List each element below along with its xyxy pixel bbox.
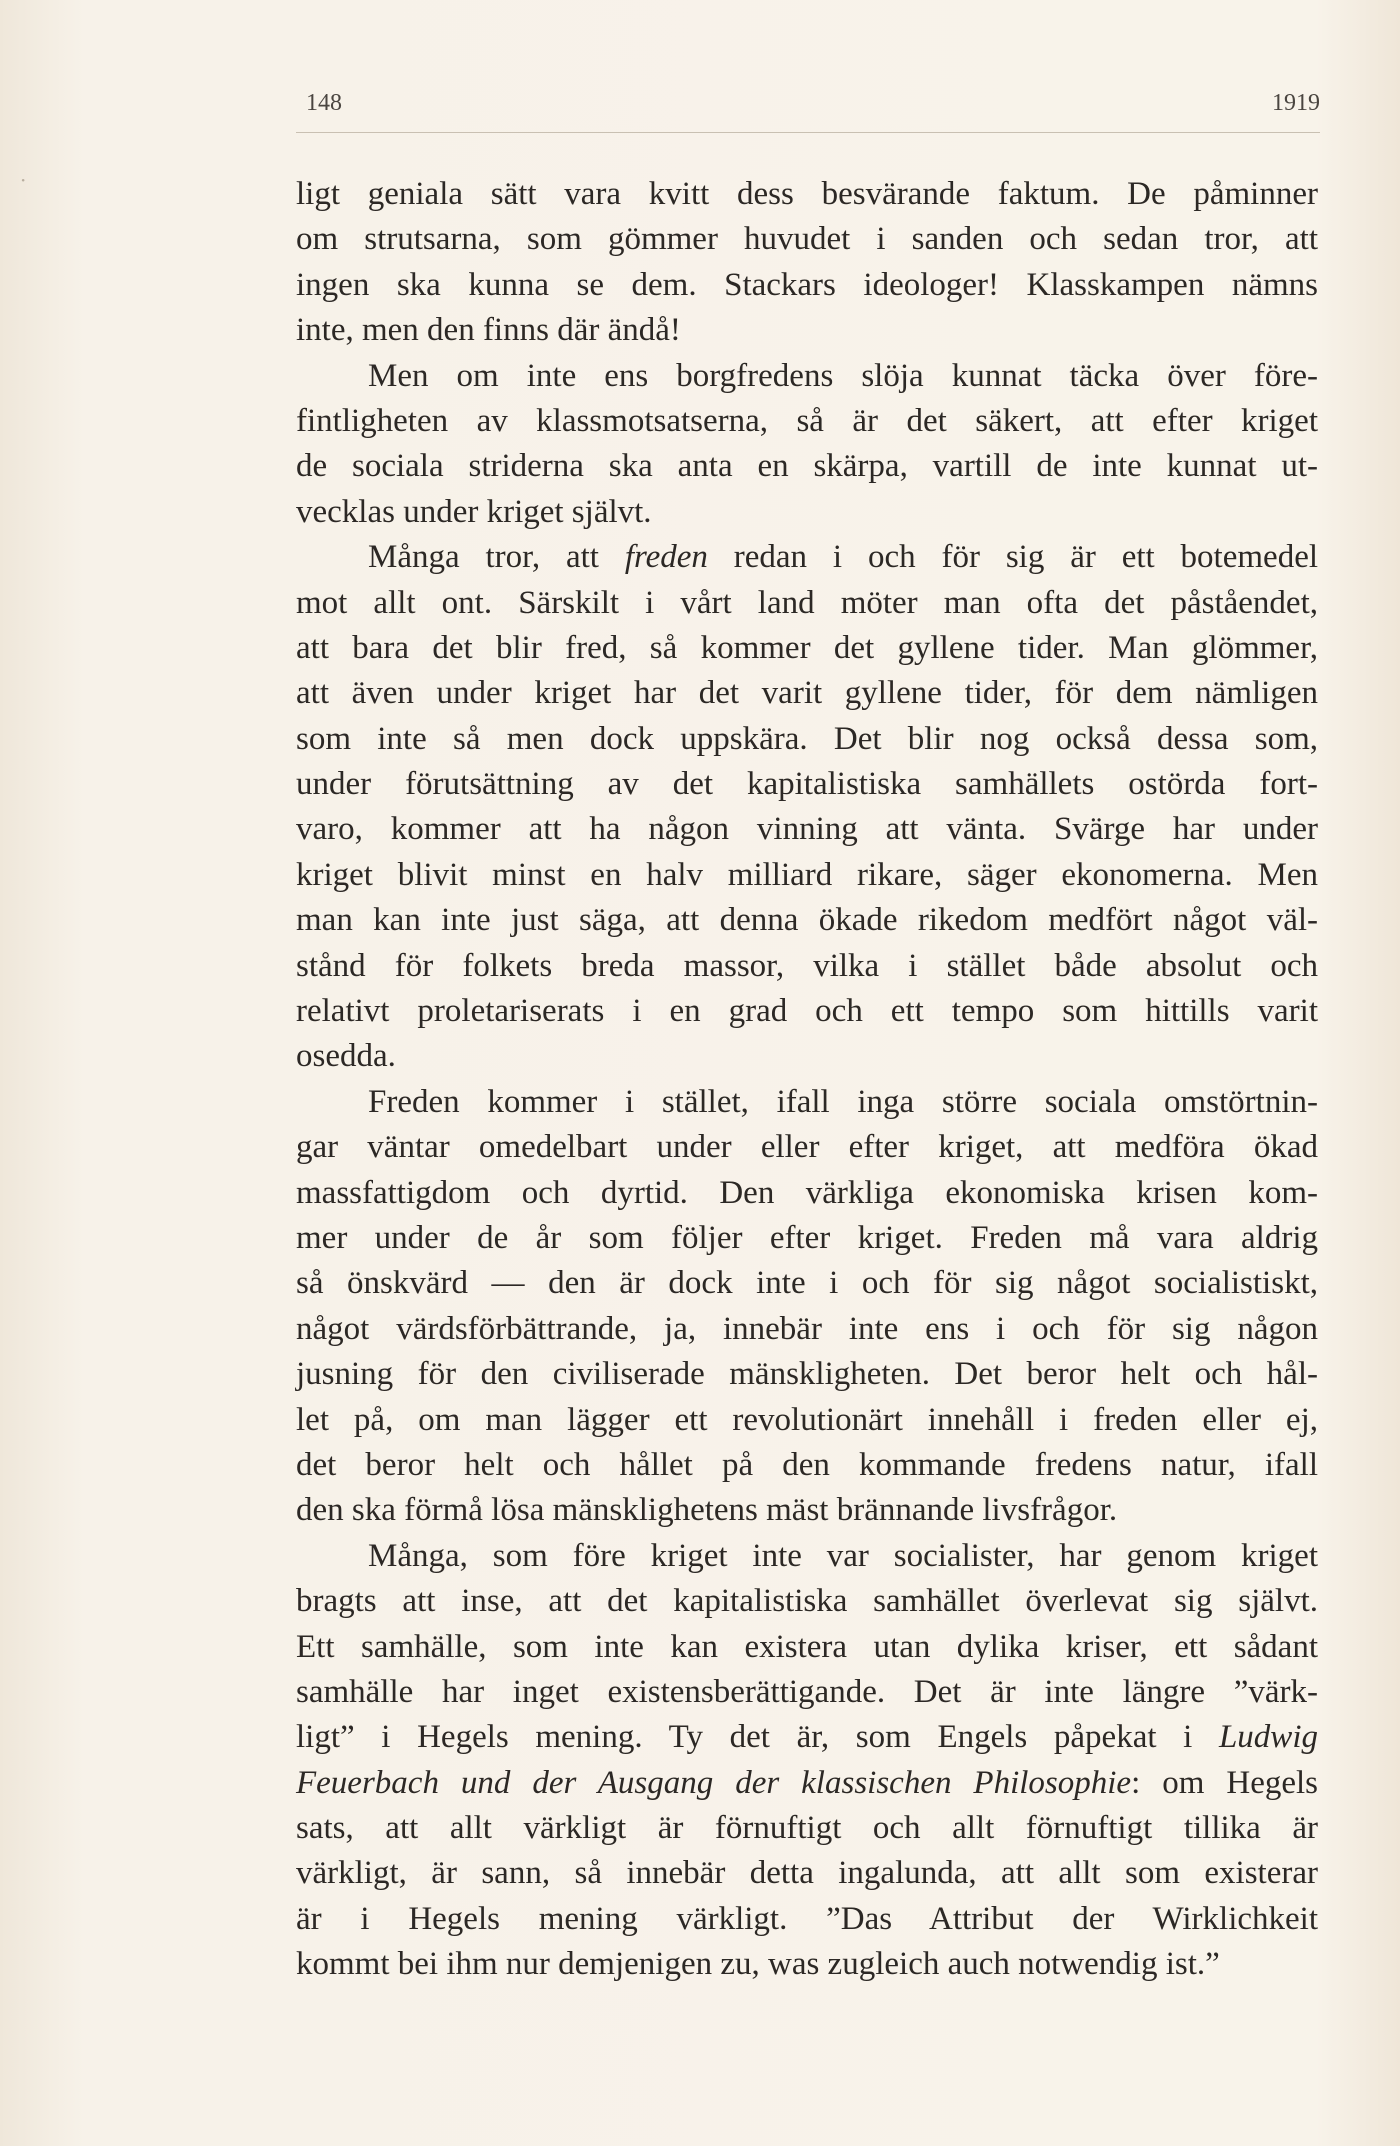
text-line: ingen ska kunna se dem. Stackars ideologer! Klasskampen nämns xyxy=(296,266,1318,303)
text-line: vecklas under kriget självt. xyxy=(296,493,652,530)
text-line: den ska förmå lösa mänsklighetens mäst brännande livsfrågor. xyxy=(296,1492,1118,1529)
text-line: let på, om man lägger ett revolutionärt innehåll i freden eller ej, xyxy=(296,1401,1318,1438)
text-line: fintligheten av klassmotsatserna, så är det säkert, att efter kriget xyxy=(296,402,1318,439)
text-line: så önskvärd — den är dock inte i och för sig något socialistiskt, xyxy=(296,1265,1318,1302)
text-line: jusning för den civiliserade mänskligheten. Det beror helt och hål- xyxy=(296,1356,1318,1393)
text-line: mot allt ont. Särskilt i vårt land möter man ofta det påståendet, xyxy=(296,584,1318,621)
text-line: Freden kommer i stället, ifall inga större sociala omstörtnin- xyxy=(368,1083,1318,1120)
text-line: man kan inte just säga, att denna ökade rikedom medfört något väl- xyxy=(296,902,1318,939)
header-year: 1919 xyxy=(1272,90,1320,116)
paragraph xyxy=(296,535,1318,1080)
page-number: 148 xyxy=(306,90,342,116)
text-line: att bara det blir fred, så kommer det gyllene tider. Man glömmer, xyxy=(296,629,1318,666)
text-line: bragts att inse, att det kapitalistiska samhället överlevat sig självt. xyxy=(296,1583,1318,1620)
text-line: det beror helt och hållet på den kommande fredens natur, ifall xyxy=(296,1446,1318,1483)
paragraph xyxy=(296,172,1318,354)
text-line: massfattigdom och dyrtid. Den värkliga ekonomiska krisen kom- xyxy=(296,1174,1318,1211)
header-rule xyxy=(296,132,1320,133)
text-line: kriget blivit minst en halv milliard rikare, säger ekonomerna. Men xyxy=(296,856,1318,893)
paragraph xyxy=(296,354,1318,536)
text-line: relativt proletariserats i en grad och ett tempo som hittills varit xyxy=(296,993,1318,1030)
running-header xyxy=(296,90,1320,130)
text-line: ligt geniala sätt vara kvitt dess besvärande faktum. De påminner xyxy=(296,176,1318,212)
text-line: Men om inte ens borgfredens slöja kunnat täcka över före- xyxy=(368,357,1318,394)
text-line: är i Hegels mening värkligt. ”Das Attribut der Wirklichkeit xyxy=(296,1900,1318,1937)
body-text xyxy=(296,172,1318,1988)
text-line: osedda. xyxy=(296,1038,396,1075)
text-line: under förutsättning av det kapitalistiska samhällets ostörda fort- xyxy=(296,766,1318,803)
paragraph xyxy=(296,1534,1318,1988)
paragraph xyxy=(296,1080,1318,1534)
text-line: något värdsförbättrande, ja, innebär inte ens i och för sig någon xyxy=(296,1310,1318,1347)
text-line: om strutsarna, som gömmer huvudet i sanden och sedan tror, att xyxy=(296,221,1318,258)
text-line: Många tror, att freden redan i och för sig är ett botemedel xyxy=(368,539,1319,576)
text-line: de sociala striderna ska anta en skärpa, vartill de inte kunnat ut- xyxy=(296,448,1318,485)
text-line: värkligt, är sann, så innebär detta ingalunda, att allt som existerar xyxy=(296,1855,1318,1892)
text-line: kommt bei ihm nur demjenigen zu, was zugleich auch notwendig ist.” xyxy=(296,1946,1220,1983)
text-line: Många, som före kriget inte var socialister, har genom kriget xyxy=(368,1537,1318,1574)
text-line: inte, men den finns där ändå! xyxy=(296,312,681,349)
text-line: ligt” i Hegels mening. Ty det är, som Engels påpekat i Ludwig xyxy=(296,1719,1318,1756)
margin-speck: · xyxy=(20,168,27,192)
text-line: stånd för folkets breda massor, vilka i stället både absolut och xyxy=(296,947,1318,984)
text-line: Ett samhälle, som inte kan existera utan dylika kriser, ett sådant xyxy=(296,1628,1318,1665)
text-line: att även under kriget har det varit gyllene tider, för dem nämligen xyxy=(296,675,1318,712)
text-line: mer under de år som följer efter kriget. Freden må vara aldrig xyxy=(296,1219,1318,1256)
text-line: samhälle har inget existensberättigande. Det är inte längre ”värk- xyxy=(296,1673,1318,1710)
text-line: varo, kommer att ha någon vinning att vänta. Svärge har under xyxy=(296,811,1318,848)
text-line: Feuerbach und der Ausgang der klassischen Philosophie: om Hegels xyxy=(296,1764,1319,1801)
text-line: som inte så men dock uppskära. Det blir nog också dessa som, xyxy=(296,720,1318,757)
text-line: gar väntar omedelbart under eller efter kriget, att medföra ökad xyxy=(296,1129,1318,1166)
text-line: sats, att allt värkligt är förnuftigt och allt förnuftigt tillika är xyxy=(296,1810,1318,1847)
